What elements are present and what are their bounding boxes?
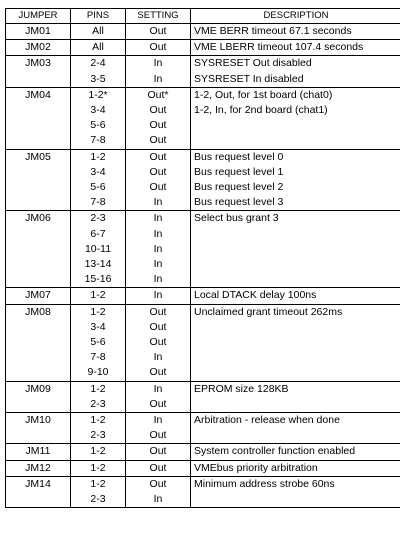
description-text: Bus request level 1: [194, 165, 284, 178]
table-row: [6, 149, 400, 211]
pins-cell: [71, 460, 126, 476]
description-cell: [191, 288, 400, 304]
jumper-settings-table: [5, 8, 400, 508]
description-text: Bus request level 0: [194, 150, 284, 163]
jumper-cell: JM11: [6, 444, 71, 460]
header-setting: SETTING: [126, 9, 191, 24]
description-cell: [191, 40, 400, 56]
pin-value: All: [92, 41, 104, 54]
table-row: [6, 444, 400, 460]
setting-value: In: [153, 289, 163, 302]
pin-value: 2-3: [90, 212, 106, 225]
table-row: [6, 460, 400, 476]
setting-value: In: [153, 273, 163, 286]
pin-value: 3-4: [90, 320, 106, 333]
setting-value: Out: [149, 461, 167, 474]
description-text: Bus request level 2: [194, 181, 284, 194]
header-jumper: JUMPER: [6, 9, 71, 24]
description-cell: [191, 304, 400, 381]
table-row: [6, 304, 400, 381]
pin-value: 1-2: [90, 150, 106, 163]
jumper-cell: JM07: [6, 288, 71, 304]
pin-value: 1-2: [90, 445, 106, 458]
table-row: [6, 413, 400, 444]
setting-cell: [126, 211, 191, 288]
pins-cell: [71, 87, 126, 149]
pin-value: 7-8: [90, 196, 106, 209]
pin-value: 2-3: [90, 397, 106, 410]
pin-value: 3-4: [90, 104, 106, 117]
pins-cell: [71, 476, 126, 507]
description-text: VME BERR timeout 67.1 seconds: [194, 25, 352, 37]
description-text: EPROM size 128KB: [194, 382, 289, 395]
setting-cell: [126, 476, 191, 507]
setting-value: Out: [149, 397, 167, 410]
pin-value: 5-6: [90, 181, 106, 194]
setting-cell: [126, 56, 191, 87]
pins-cell: [71, 444, 126, 460]
pin-value: 5-6: [90, 336, 106, 349]
setting-value: In: [153, 382, 163, 395]
table-row: [6, 381, 400, 412]
setting-cell: [126, 460, 191, 476]
description-text: 1-2, In, for 2nd board (chat1): [194, 104, 328, 117]
setting-value: In: [153, 57, 163, 70]
jumper-cell: JM02: [6, 40, 71, 56]
table-row: [6, 288, 400, 304]
pins-cell: [71, 56, 126, 87]
pins-cell: [71, 24, 126, 40]
setting-value: Out: [149, 25, 167, 37]
setting-value: In: [153, 227, 163, 240]
description-cell: [191, 149, 400, 211]
setting-cell: [126, 24, 191, 40]
setting-value: Out: [149, 150, 167, 163]
table-row: [6, 24, 400, 40]
setting-cell: [126, 40, 191, 56]
description-cell: [191, 381, 400, 412]
pin-value: 7-8: [90, 134, 106, 147]
header-description: DESCRIPTION: [191, 9, 400, 24]
setting-value: In: [153, 258, 163, 271]
pin-value: 2-3: [90, 493, 106, 506]
pin-value: 3-4: [90, 165, 106, 178]
setting-value: Out: [149, 429, 167, 442]
description-cell: [191, 476, 400, 507]
setting-value: Out: [149, 181, 167, 194]
pin-value: 10-11: [84, 242, 112, 255]
description-cell: [191, 87, 400, 149]
pin-value: 1-2*: [88, 88, 108, 101]
setting-value: Out: [149, 445, 167, 458]
pins-cell: [71, 304, 126, 381]
pin-value: 1-2: [90, 305, 106, 318]
setting-cell: [126, 288, 191, 304]
description-cell: [191, 444, 400, 460]
pins-cell: [71, 40, 126, 56]
jumper-cell: JM04: [6, 87, 71, 149]
description-cell: [191, 211, 400, 288]
pin-value: 2-4: [90, 57, 106, 70]
pin-value: 13-14: [84, 258, 112, 271]
description-cell: [191, 24, 400, 40]
setting-value: In: [153, 351, 163, 364]
setting-value: Out: [149, 134, 167, 147]
pins-cell: [71, 381, 126, 412]
description-text: Unclaimed grant timeout 262ms: [194, 305, 343, 318]
pin-value: 1-2: [90, 461, 106, 474]
description-text: SYSRESET Out disabled: [194, 57, 312, 70]
table-row: [6, 56, 400, 87]
header-pins: PINS: [71, 9, 126, 24]
setting-value: In: [153, 72, 163, 85]
description-text: Bus request level 3: [194, 196, 284, 209]
setting-value: Out: [149, 320, 167, 333]
setting-cell: [126, 87, 191, 149]
setting-value: In: [153, 242, 163, 255]
table-row: [6, 211, 400, 288]
table-row: [6, 476, 400, 507]
pin-value: 2-3: [90, 429, 106, 442]
description-text: VMEbus priority arbitration: [194, 461, 318, 474]
jumper-cell: JM09: [6, 381, 71, 412]
pin-value: 1-2: [90, 289, 106, 302]
pin-value: All: [92, 25, 104, 37]
pins-cell: [71, 149, 126, 211]
setting-value: In: [153, 414, 163, 427]
setting-value: Out: [149, 366, 167, 379]
pin-value: 1-2: [90, 414, 106, 427]
jumper-cell: JM01: [6, 24, 71, 40]
description-cell: [191, 460, 400, 476]
setting-value: Out: [149, 41, 167, 54]
pins-cell: [71, 288, 126, 304]
description-text: Local DTACK delay 100ns: [194, 289, 317, 302]
setting-value: In: [153, 196, 163, 209]
pin-value: 7-8: [90, 351, 106, 364]
pin-value: 1-2: [90, 382, 106, 395]
description-cell: [191, 56, 400, 87]
jumper-cell: JM08: [6, 304, 71, 381]
jumper-cell: JM03: [6, 56, 71, 87]
pin-value: 9-10: [87, 366, 109, 379]
jumper-cell: JM12: [6, 460, 71, 476]
setting-cell: [126, 444, 191, 460]
description-text: Select bus grant 3: [194, 212, 279, 225]
jumper-cell: JM05: [6, 149, 71, 211]
description-text: Minimum address strobe 60ns: [194, 477, 335, 490]
setting-value: Out: [149, 119, 167, 132]
pin-value: 5-6: [90, 119, 106, 132]
pin-value: 6-7: [90, 227, 106, 240]
description-text: VME LBERR timeout 107.4 seconds: [194, 41, 364, 54]
setting-cell: [126, 149, 191, 211]
setting-value: Out: [149, 305, 167, 318]
setting-cell: [126, 381, 191, 412]
pin-value: 3-5: [90, 72, 106, 85]
pins-cell: [71, 413, 126, 444]
setting-value: Out: [149, 477, 167, 490]
jumper-cell: JM14: [6, 476, 71, 507]
description-text: System controller function enabled: [194, 445, 356, 458]
setting-value: In: [153, 493, 163, 506]
pins-cell: [71, 211, 126, 288]
table-row: [6, 40, 400, 56]
setting-cell: [126, 304, 191, 381]
setting-cell: [126, 413, 191, 444]
jumper-cell: JM10: [6, 413, 71, 444]
pin-value: 15-16: [84, 273, 112, 286]
setting-value: Out: [149, 165, 167, 178]
jumper-cell: JM06: [6, 211, 71, 288]
pin-value: 1-2: [90, 477, 106, 490]
table-header-row: [6, 9, 400, 24]
setting-value: Out: [149, 336, 167, 349]
description-cell: [191, 413, 400, 444]
table-row: [6, 87, 400, 149]
description-text: SYSRESET In disabled: [194, 72, 304, 85]
setting-value: Out: [149, 104, 167, 117]
setting-value: In: [153, 212, 163, 225]
description-text: 1-2, Out, for 1st board (chat0): [194, 88, 333, 101]
setting-value: Out*: [147, 88, 169, 101]
description-text: Arbitration - release when done: [194, 414, 340, 427]
